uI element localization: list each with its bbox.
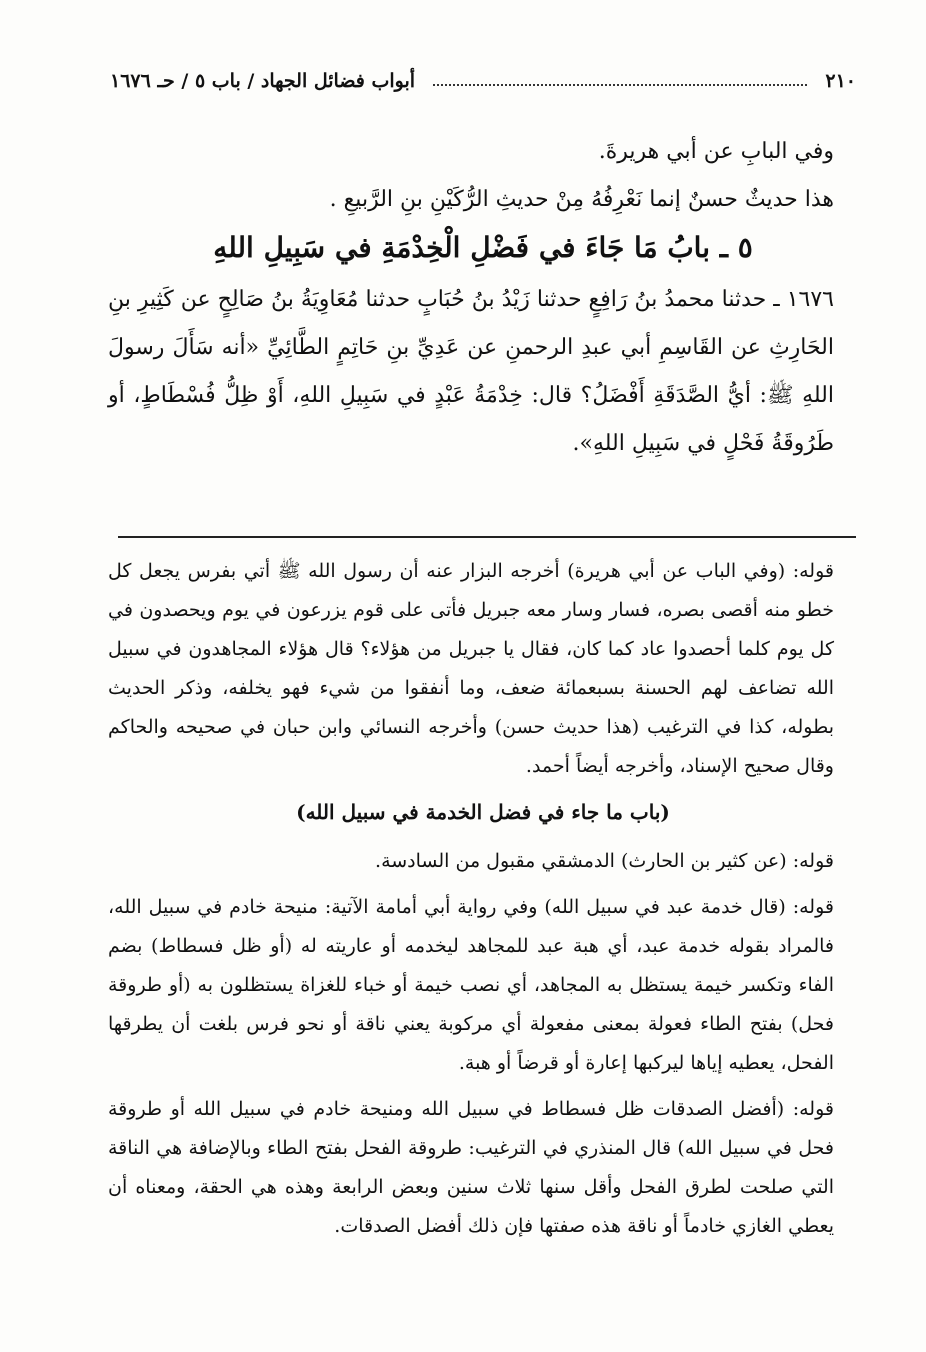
- running-title: أبواب فضائل الجهاد / باب ٥ / حـ ١٦٧٦: [110, 70, 416, 92]
- header-dot-leader: [433, 84, 807, 86]
- commentary-notes: [108, 552, 858, 1253]
- footnote-divider: [118, 536, 856, 538]
- note-2: قوله: (عن كثير بن الحارث) الدمشقي مقبول من السادسة.: [375, 850, 834, 872]
- running-header: [110, 70, 856, 92]
- note-4: قوله: (أفضل الصدقات ظل فسطاط في سبيل الله ومنيحة خادم في سبيل الله أو طروقة فحل في سبيل الله) قال المنذري في الترغيب: طروقة الفحل بفتح الطاء وبالإضافة هي الناقة التي صلحت لطرق الفحل وأقل سنها ثلاث سنين وبعض الرابعة وهذه هي الحقة، ومعناه أن يعطي الغازي خادماً أو ناقة هذه صفتها فإن ذلك أفضل الصدقات.: [108, 1098, 834, 1237]
- main-line-2: هذا حديثٌ حسنٌ إنما نَعْرِفُهُ مِنْ حديثِ الرُّكَيْنِ بنِ الرَّبيعِ .: [329, 187, 834, 212]
- main-line-1: وفي البابِ عن أبي هريرةَ.: [598, 139, 834, 164]
- chapter-heading: ٥ ـ بابُ مَا جَاءَ في فَضْلِ الْخِدْمَةِ في سَبِيلِ اللهِ: [213, 231, 753, 264]
- main-text: [108, 128, 858, 468]
- note-3: قوله: (قال خدمة عبد في سبيل الله) وفي رواية أبي أمامة الآتية: منيحة خادم في سبيل الله، فالمراد بقوله خدمة عبد، أي هبة عبد للمجاهد ليخدمه أو عاريته له (أو ظل فسطاط) بضم الفاء وتكسر خيمة يستظل به المجاهد، أي نصب خيمة أو خباء للغزاة يستظلون به (أو طروقة فحل) بفتح الطاء فعولة بمعنى مفعولة أي مركوبة يعني ناقة أو نحو فرس بلغت أن يطرقها الفحل، يعطيه إياها ليركبها إعارة أو قرضاً أو هبة.: [108, 896, 834, 1074]
- note-chapter-title: (باب ما جاء في فضل الخدمة في سبيل الله): [296, 800, 670, 824]
- hadith-text: ١٦٧٦ ـ حدثنا محمدُ بنُ رَافِعٍ حدثنا زَيْدُ بنُ حُبَابٍ حدثنا مُعَاوِيَةُ بنُ صَالِحٍ عن كَثِيرِ بنِ الحَارِثِ عن القَاسِمِ أبي عبدِ الرحمنِ عن عَدِيِّ بنِ حَاتِمٍ الطَّائِيِّ «أنه سَأَلَ رسولَ اللهِ ﷺ: أيُّ الصَّدَقَةِ أَفْضَلُ؟ قال: خِدْمَةُ عَبْدٍ في سَبِيلِ اللهِ، أَوْ ظِلُّ فُسْطَاطٍ، أو طَرُوقَةُ فَحْلٍ في سَبِيلِ اللهِ».: [108, 287, 834, 456]
- page-number: ٢١٠: [825, 70, 856, 92]
- note-1: قوله: (وفي الباب عن أبي هريرة) أخرجه البزار عنه أن رسول الله ﷺ أتي بفرس يجعل كل خطو منه أقصى بصره، فسار وسار معه جبريل فأتى على قوم يزرعون في يوم ويحصدون في كل يوم كلما أحصدوا عاد كما كان، فقال يا جبريل من هؤلاء؟ قال هؤلاء المجاهدون في سبيل الله تضاعف لهم الحسنة بسبعمائة ضعف، وما أنفقوا من شيء فهو يخلفه، وذكر الحديث بطوله، كذا في الترغيب (هذا حديث حسن) وأخرجه النسائي وابن حبان في صحيحه والحاكم وقال صحيح الإسناد، وأخرجه أيضاً أحمد.: [108, 560, 834, 777]
